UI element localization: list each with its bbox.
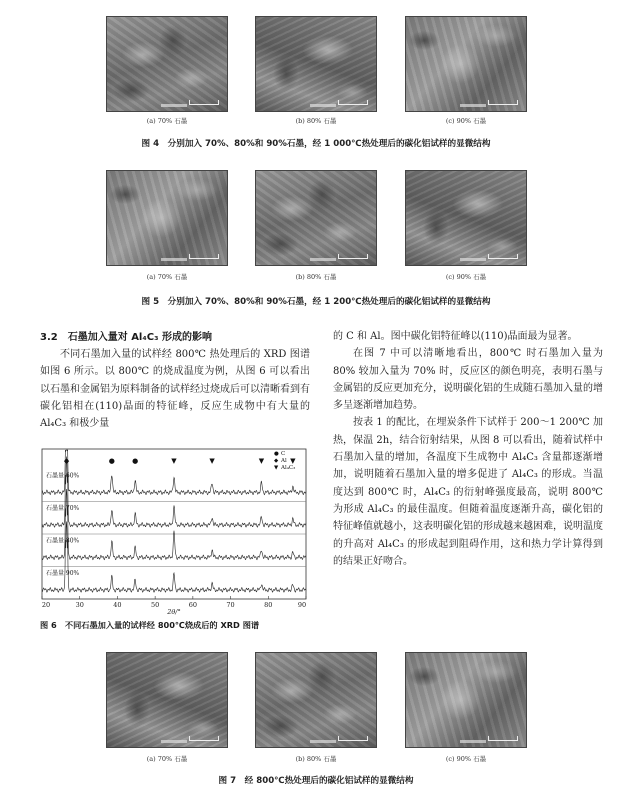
fig7-label-b: (b) 80% 石墨 (295, 755, 337, 763)
xrd-legend-marker: ◆ (274, 458, 279, 464)
xrd-phase-marker: ▼ (290, 457, 296, 465)
fig4-micrograph-a (106, 16, 228, 112)
xrd-phase-marker: ▼ (171, 457, 177, 465)
fig4-label-c: (c) 90% 石墨 (445, 117, 487, 125)
xrd-legend-marker: ▼ (274, 465, 279, 471)
xrd-legend-marker: ● (274, 451, 279, 457)
section-heading: 3.2 石墨加入量对 Al₄C₃ 形成的影响 (40, 332, 212, 343)
xrd-series-label: 石墨量 70% (46, 505, 80, 513)
fig7-micrograph-b (255, 652, 377, 748)
xrd-phase-marker: ● (108, 457, 115, 465)
fig7-micrograph-c (405, 652, 527, 748)
xrd-tick-label: 30 (75, 601, 84, 609)
fig5-micrograph-c (405, 170, 527, 266)
xrd-phase-marker: ▼ (258, 457, 265, 465)
xrd-legend-label: Al (281, 458, 287, 464)
xrd-plot-area (42, 449, 306, 615)
xrd-tick-label: 80 (264, 601, 273, 609)
xrd-tick-label: 20 (41, 601, 51, 609)
fig4-micrograph-c (405, 16, 527, 112)
xrd-tick-label: 50 (151, 601, 160, 609)
fig5-label-b: (b) 80% 石墨 (295, 273, 337, 281)
xrd-series-label: 石墨量 60% (46, 472, 80, 480)
fig5-caption: 图 5 分别加入 70%、80%和 90%石墨，经 1 200℃热处理后的碳化铝试样的显微结构 (141, 297, 491, 307)
fig4-label-a: (a) 70% 石墨 (146, 117, 188, 125)
fig7-label-a: (a) 70% 石墨 (146, 755, 188, 763)
fig5-label-a: (a) 70% 石墨 (146, 273, 188, 281)
right-paragraph-0: 的 C 和 Al。图中碳化铝特征峰以(110)晶面最为显著。 (333, 331, 578, 342)
fig5-label-c: (c) 90% 石墨 (445, 273, 487, 281)
xrd-phase-marker: ● (132, 457, 139, 465)
left-paragraph: 不同石墨加入量的试样经 800℃ 热处理后的 XRD 图谱如图 6 所示。以 800℃ 的烧成温度为例，从图 6 可以看出以石墨和金属铝为原料制备的试样经过烧成后可以清晰看到有碳化铝相在(110)晶面的特征峰，反应生成物中有大量的 Al₄C₃ 和极少量 (40, 349, 310, 430)
fig7-label-c: (c) 90% 石墨 (445, 755, 487, 763)
xrd-chart (40, 447, 310, 615)
xrd-legend-label: C (281, 451, 286, 457)
fig7-micrograph-a (106, 652, 228, 748)
right-paragraph-2: 按表 1 的配比，在埋炭条件下试样于 200～1 200℃ 加热，保温 2h，结合衍射结果，从图 8 可以看出，随着试样中石墨加入量的增加，各温度下生成物中 Al₄C₃ 含量都逐渐增加，说明随着石墨加入量的增多促进了 Al₄C₃ 的形成。当温度达到 800℃ 时，Al₄C₃ 的衍射峰强度最高，说明 800℃ 为形成 Al₄C₃ 的最佳温度。但随着温度逐渐升高，碳化铝的特征峰值就越小，这表明碳化铝的形成越来越困难，说明温度的升高对 Al₄C₃ 的形成起到阻碍作用，这和热力学计算得到的结果正好吻合。 (333, 417, 603, 567)
xrd-tick-label: 40 (113, 601, 122, 609)
left-column-text (40, 346, 310, 432)
xrd-tick-label: 70 (226, 601, 235, 609)
fig4-caption: 图 4 分别加入 70%、80%和 90%石墨，经 1 000℃热处理后的碳化铝试样的显微结构 (141, 139, 491, 149)
fig7-caption: 图 7 经 800℃热处理后的碳化铝试样的显微结构 (218, 776, 414, 786)
right-column-text (333, 328, 603, 570)
fig6-caption: 图 6 不同石墨加入量的试样经 800℃烧成后的 XRD 图谱 (40, 620, 260, 630)
xrd-phase-marker: ▼ (209, 457, 215, 465)
xrd-x-axis-label: 2θ/° (167, 608, 181, 615)
fig4-label-b: (b) 80% 石墨 (295, 117, 337, 125)
fig5-micrograph-b (255, 170, 377, 266)
xrd-series-label: 石墨量 80% (46, 537, 80, 545)
xrd-frame (42, 449, 306, 599)
xrd-phase-marker: ◆ (63, 457, 70, 465)
xrd-tick-label: 60 (188, 601, 197, 609)
right-paragraph-1: 在图 7 中可以清晰地看出，800℃ 时石墨加入量为 80% 较加入量为 70% 时，反应区的颜色明亮，表明石墨与金属铝的反应更加充分，说明碳化铝的生成随石墨加入量的增多呈逐渐增加趋势。 (333, 348, 603, 412)
fig4-micrograph-b (255, 16, 377, 112)
xrd-tick-label: 90 (297, 601, 307, 609)
fig5-micrograph-a (106, 170, 228, 266)
xrd-legend-label: Al₄C₃ (281, 465, 296, 471)
xrd-series-label: 石墨量 90% (46, 570, 80, 578)
